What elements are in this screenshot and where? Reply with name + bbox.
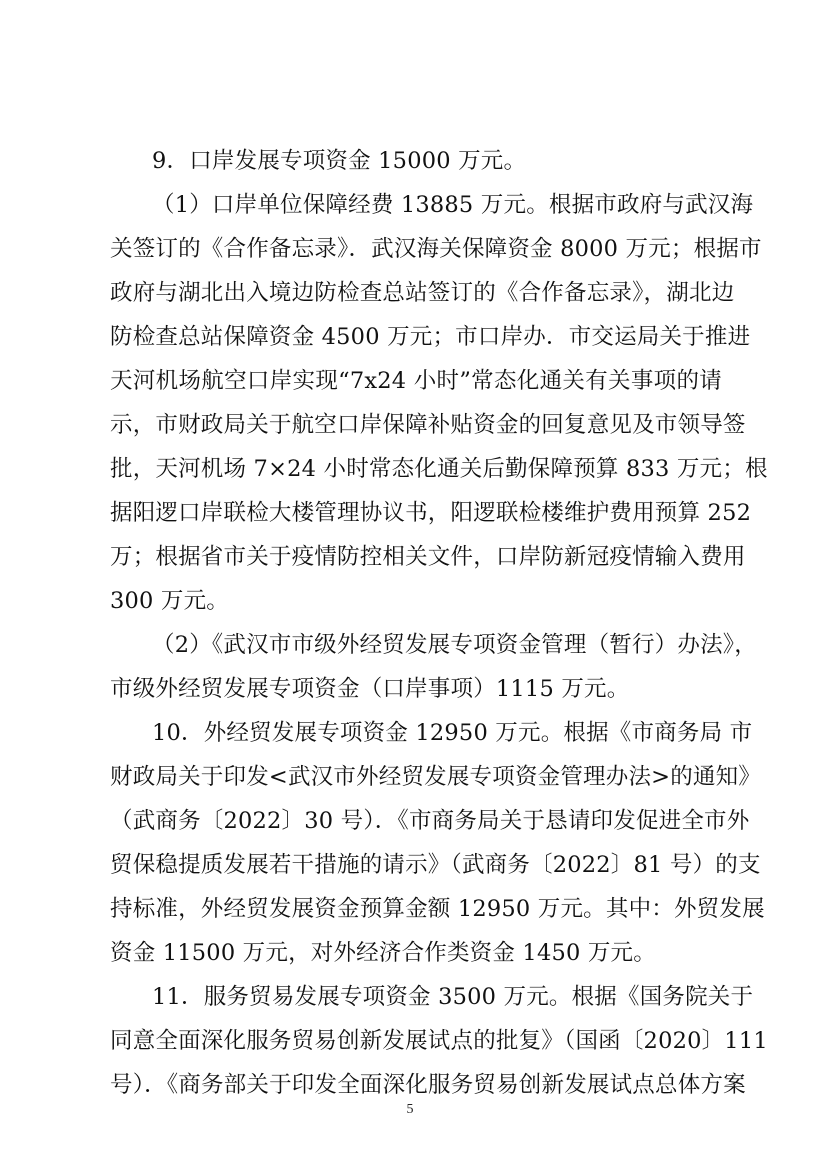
paragraph-line: 贸保稳提质发展若干措施的请示》（武商务〔2022〕81 号）的支 <box>110 852 761 878</box>
paragraph-line: （2）《武汉市市级外经贸发展专项资金管理（暂行）办法》， <box>152 632 757 658</box>
paragraph-line: （武商务〔2022〕30 号）．《市商务局关于恳请印发促进全市外 <box>110 808 750 834</box>
paragraph-line: 示，市财政局关于航空口岸保障补贴资金的回复意见及市领导签 <box>110 412 746 438</box>
paragraph-line: 300 万元。 <box>110 588 229 614</box>
paragraph-line: 同意全面深化服务贸易创新发展试点的批复》（国函〔2020〕111 <box>110 1028 768 1054</box>
paragraph-line: （1）口岸单位保障经费 13885 万元。根据市政府与武汉海 <box>152 192 754 218</box>
section-heading-service-trade-fund: 11．服务贸易发展专项资金 3500 万元。根据《国务院关于 <box>152 984 754 1010</box>
paragraph-line: 据阳逻口岸联检大楼管理协议书，阳逻联检楼维护费用预算 252 <box>110 500 752 526</box>
paragraph-line: 万；根据省市关于疫情防控相关文件，口岸防新冠疫情输入费用 <box>110 544 746 570</box>
paragraph-line: 批，天河机场 7×24 小时常态化通关后勤保障预算 833 万元；根 <box>110 456 768 482</box>
paragraph-line: 天河机场航空口岸实现“7x24 小时”常态化通关有关事项的请 <box>110 368 722 394</box>
paragraph-line: 防检查总站保障资金 4500 万元；市口岸办．市交运局关于推进 <box>110 324 751 350</box>
section-heading-port-fund: 9．口岸发展专项资金 15000 万元。 <box>152 148 527 174</box>
paragraph-line: 资金 11500 万元，对外经济合作类资金 1450 万元。 <box>110 940 656 966</box>
paragraph-line: 持标准，外经贸发展资金预算金额 12950 万元。其中：外贸发展 <box>110 896 765 922</box>
section-heading-foreign-trade-fund: 10．外经贸发展专项资金 12950 万元。根据《市商务局 市 <box>152 720 753 746</box>
paragraph-line: 财政局关于印发<武汉市外经贸发展专项资金管理办法>的通知》 <box>110 764 762 790</box>
page-number: 5 <box>406 1102 414 1117</box>
paragraph-line: 号）．《商务部关于印发全面深化服务贸易创新发展试点总体方案 <box>110 1072 746 1098</box>
paragraph-line: 市级外经贸发展专项资金（口岸事项）1115 万元。 <box>110 676 630 702</box>
paragraph-line: 关签订的《合作备忘录》．武汉海关保障资金 8000 万元；根据市 <box>110 236 762 262</box>
paragraph-line: 政府与湖北出入境边防检查总站签订的《合作备忘录》，湖北边 <box>110 280 735 306</box>
